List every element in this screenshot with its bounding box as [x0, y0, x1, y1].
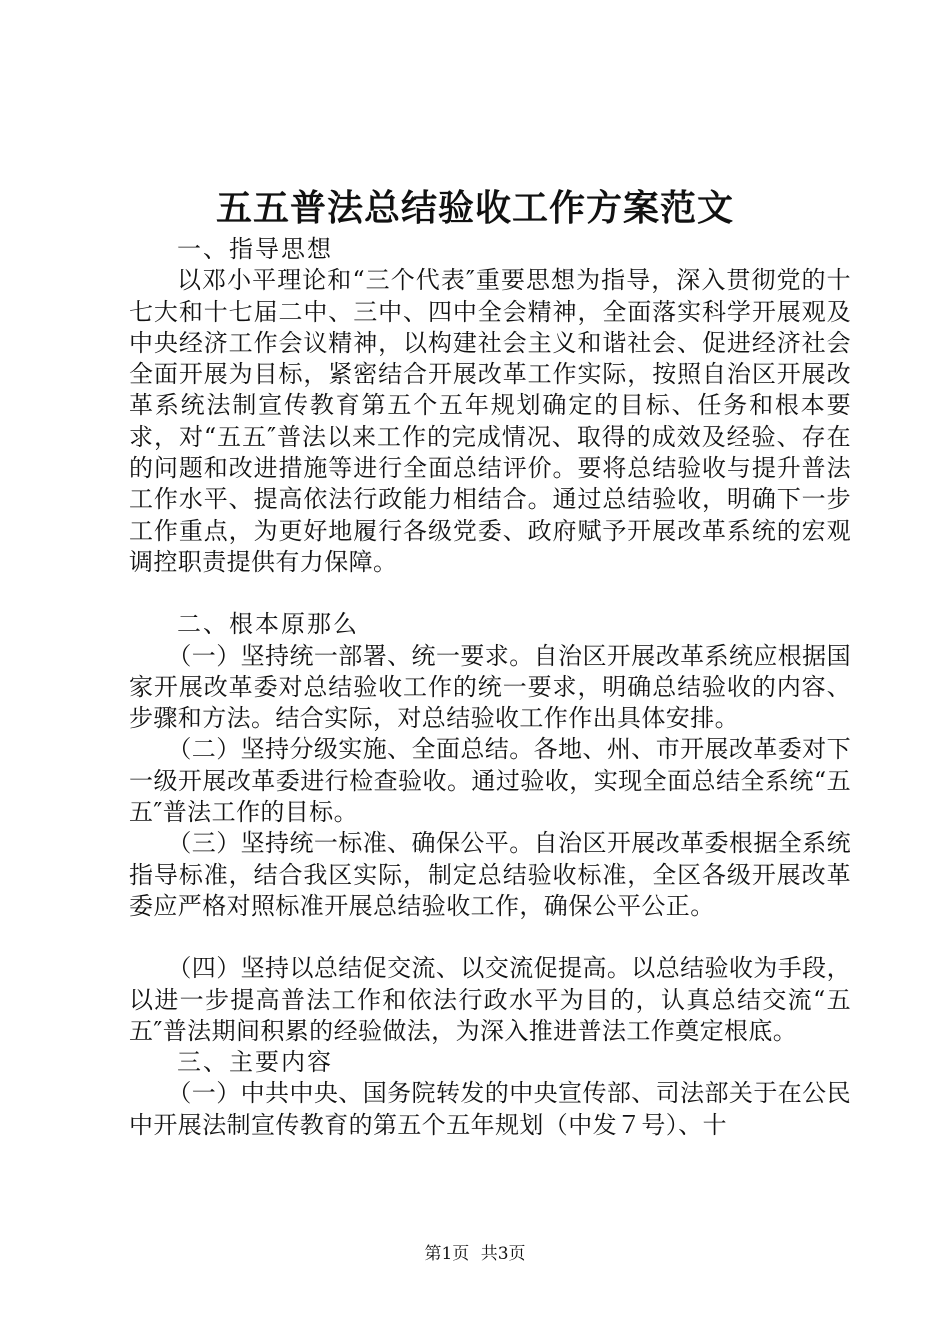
paragraph-principle-3: （三）坚持统一标准、确保公平。自治区开展改革委根据全系统指导标准，结合我区实际，制定总结验收标准，全区各级开展改革委应严格对照标准开展总结验收工作，确保公平公正。 [129, 829, 851, 920]
section-heading-guiding-ideology: 一、指导思想 [177, 235, 333, 263]
page-footer [0, 1242, 950, 1266]
document-title: 五五普法总结验收工作方案范文 [215, 187, 734, 229]
paragraph-principle-1: （一）坚持统一部署、统一要求。自治区开展改革系统应根据国家开展改革委对总结验收工作的统一要求，明确总结验收的内容、步骤和方法。结合实际，对总结验收工作作出具体安排。 [129, 641, 851, 733]
section-heading-basic-principles: 二、根本原那么 [177, 610, 359, 639]
paragraph-main-content-1: （一）中共中央、国务院转发的中央宣传部、司法部关于在公民中开展法制宣传教育的第五个五年规划（中发７号）、十 [129, 1079, 851, 1139]
document-body [129, 234, 851, 1141]
paragraph-principle-4: （四）坚持以总结促交流、以交流促提高。以总结验收为手段，以进一步提高普法工作和依法行政水平为目的，认真总结交流“五五″普法期间积累的经验做法，为深入推进普法工作奠定根底。 [129, 954, 851, 1045]
page-number: 第1页 [424, 1244, 470, 1264]
paragraph-principle-2: （二）坚持分级实施、全面总结。各地、州、市开展改革委对下一级开展改革委进行检查验收。通过验收，实现全面总结全系统“五五″普法工作的目标。 [129, 735, 851, 827]
section-heading-main-content: 三、主要内容 [177, 1048, 333, 1077]
page-total: 共3页 [480, 1244, 526, 1264]
paragraph-gap [129, 578, 851, 609]
paragraph-gap [129, 922, 851, 953]
paragraph-guiding-ideology: 以邓小平理论和“三个代表″重要思想为指导，深入贯彻党的十七大和十七届二中、三中、四中全会精神，全面落实科学开展观及中央经济工作会议精神，以构建社会主义和谐社会、促进经济社会全面开展为目标，紧密结合开展改革工作实际，按照自治区开展改革系统法制宣传教育第五个五年规划确定的目标、任务和根本要求，对“五五″普法以来工作的完成情况、取得的成效及经验、存在的问题和改进措施等进行全面总结评价。要将总结验收与提升普法工作水平、提高依法行政能力相结合。通过总结验收，明确下一步工作重点，为更好地履行各级党委、政府赋予开展改革系统的宏观调控职责提供有力保障。 [129, 266, 851, 576]
